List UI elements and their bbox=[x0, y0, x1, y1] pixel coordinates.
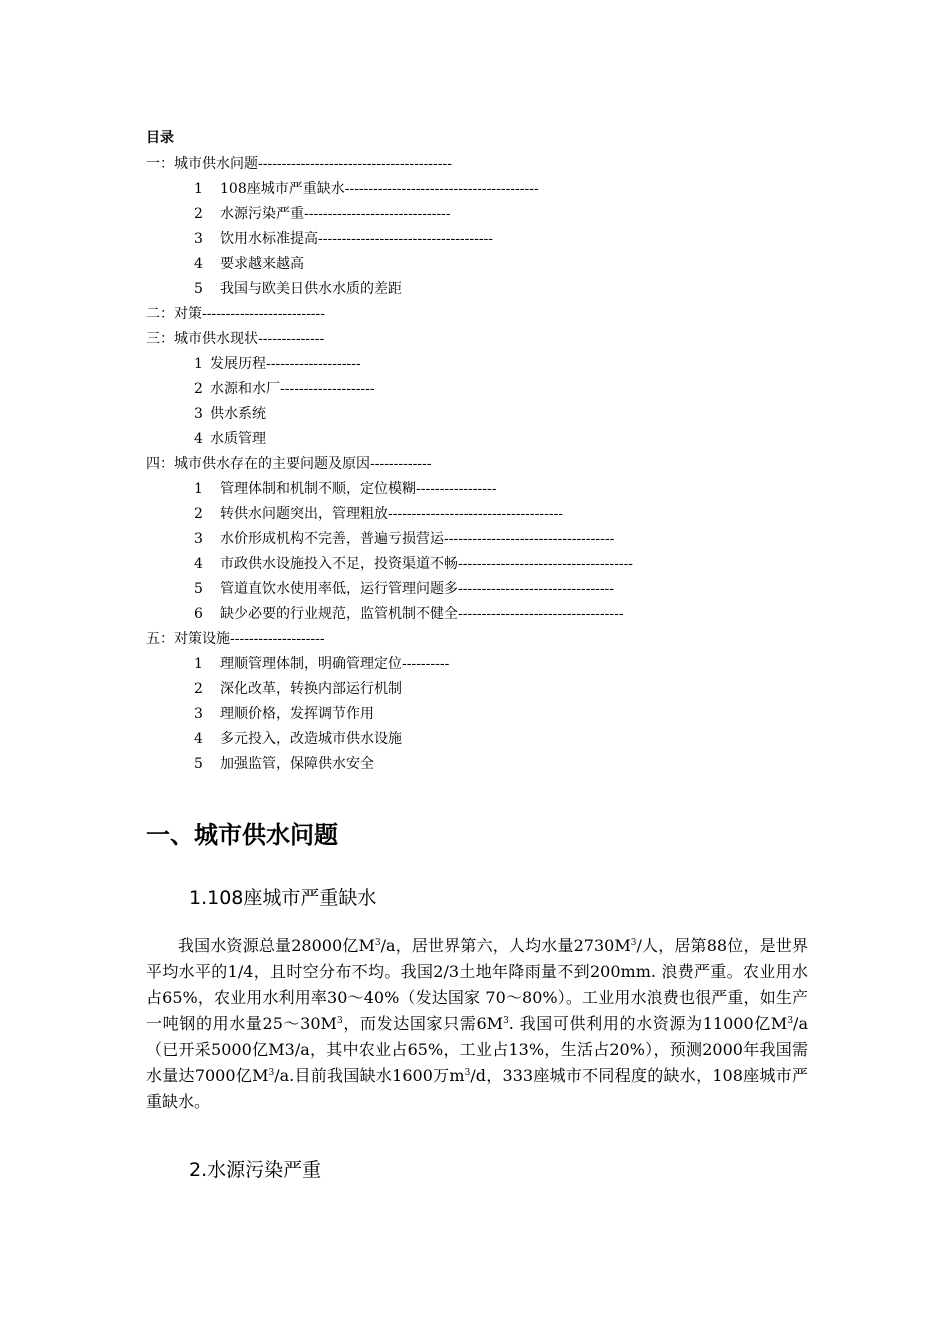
toc-entry-text: 四：城市供水存在的主要问题及原因 bbox=[146, 456, 370, 472]
toc-entry-text: 饮用水标准提高 bbox=[220, 231, 318, 247]
toc-entry[interactable] bbox=[146, 452, 826, 477]
toc-entry-number: 5 bbox=[194, 281, 203, 297]
toc-entry-text: 管道直饮水使用率低，运行管理问题多 bbox=[220, 581, 458, 597]
toc-leader: ----------------- bbox=[416, 481, 497, 497]
toc-entry[interactable] bbox=[146, 252, 826, 277]
toc-entry[interactable] bbox=[146, 652, 826, 677]
toc-entry[interactable] bbox=[146, 177, 826, 202]
toc-leader: ------------------------------- bbox=[304, 206, 451, 222]
toc-entry-number: 1 bbox=[194, 481, 203, 497]
toc-entry[interactable] bbox=[146, 727, 826, 752]
toc-entry-number: 3 bbox=[194, 531, 203, 547]
toc-entry-number: 1 bbox=[194, 356, 203, 372]
toc-entry-text: 深化改革，转换内部运行机制 bbox=[220, 681, 402, 697]
toc-entry-text: 水价形成机构不完善，普遍亏损营运 bbox=[220, 531, 444, 547]
toc-entry-text: 转供水问题突出，管理粗放 bbox=[220, 506, 388, 522]
toc-entry-text: 我国与欧美日供水水质的差距 bbox=[220, 281, 402, 297]
toc-entry-number: 3 bbox=[194, 406, 203, 422]
toc-entry-text: 水源污染严重 bbox=[220, 206, 304, 222]
toc-entry-number: 3 bbox=[194, 231, 203, 247]
toc-entry[interactable] bbox=[146, 677, 826, 702]
toc-entry-text: 发展历程 bbox=[210, 356, 266, 372]
toc-entry-text: 市政供水设施投入不足，投资渠道不畅 bbox=[220, 556, 458, 572]
toc-entry[interactable] bbox=[146, 327, 826, 352]
toc-entry[interactable] bbox=[146, 427, 826, 452]
toc-entry[interactable] bbox=[146, 202, 826, 227]
toc-entry[interactable] bbox=[146, 552, 826, 577]
toc-entry-number: 4 bbox=[194, 431, 203, 447]
toc-leader: -------------- bbox=[258, 331, 325, 347]
toc-entry[interactable] bbox=[146, 302, 826, 327]
toc-entry[interactable] bbox=[146, 602, 826, 627]
toc-title: 目录 bbox=[146, 130, 174, 146]
toc-entry-number: 4 bbox=[194, 731, 203, 747]
toc-entry-number: 4 bbox=[194, 256, 203, 272]
toc-leader: ----------------------------------- bbox=[458, 606, 624, 622]
toc-leader: ----------------------------------------- bbox=[258, 156, 452, 172]
toc-entry-number: 1 bbox=[194, 656, 203, 672]
toc-leader: ----------------------------------------- bbox=[344, 181, 539, 197]
toc-leader: -------------------- bbox=[280, 381, 375, 397]
toc-entry-text: 一：城市供水问题 bbox=[146, 156, 258, 172]
toc-leader: ---------- bbox=[402, 656, 450, 672]
toc-entry-text: 理顺价格，发挥调节作用 bbox=[220, 706, 374, 722]
toc-leader: ------------------------------------- bbox=[388, 506, 564, 522]
toc-entry-number: 2 bbox=[194, 381, 203, 397]
toc-leader: -------------------------- bbox=[202, 306, 325, 322]
toc-entry-text: 管理体制和机制不顺，定位模糊 bbox=[220, 481, 416, 497]
toc-leader: --------------------------------- bbox=[458, 581, 615, 597]
toc-entry-number: 3 bbox=[194, 706, 203, 722]
toc-entry[interactable] bbox=[146, 377, 826, 402]
toc-entry-number: 4 bbox=[194, 556, 203, 572]
toc-entry-text: 供水系统 bbox=[210, 406, 266, 422]
toc-entry[interactable] bbox=[146, 402, 826, 427]
toc-entry[interactable] bbox=[146, 577, 826, 602]
toc-entry-text: 多元投入，改造城市供水设施 bbox=[220, 731, 402, 747]
toc-leader: ------------------------------------- bbox=[318, 231, 494, 247]
toc-leader: ------------- bbox=[370, 456, 432, 472]
section-heading: 一、城市供水问题 bbox=[146, 821, 338, 849]
toc-entry-text: 水源和水厂 bbox=[210, 381, 280, 397]
toc-entry-number: 6 bbox=[194, 606, 203, 622]
toc-entry-text: 五：对策设施 bbox=[146, 631, 230, 647]
toc-entry[interactable] bbox=[146, 152, 826, 177]
toc-entry-number: 5 bbox=[194, 581, 203, 597]
toc-entry-text: 要求越来越高 bbox=[220, 256, 304, 272]
toc-entry-text: 水质管理 bbox=[210, 431, 266, 447]
toc-leader: ------------------------------------- bbox=[458, 556, 634, 572]
toc-leader: ------------------------------------ bbox=[444, 531, 615, 547]
toc-entry-number: 5 bbox=[194, 756, 203, 772]
table-of-contents bbox=[146, 152, 826, 777]
toc-entry[interactable] bbox=[146, 352, 826, 377]
toc-entry[interactable] bbox=[146, 277, 826, 302]
toc-entry[interactable] bbox=[146, 502, 826, 527]
toc-entry-text: 三：城市供水现状 bbox=[146, 331, 258, 347]
toc-entry-text: 二：对策 bbox=[146, 306, 202, 322]
subsection-heading: 2.水源污染严重 bbox=[189, 1159, 322, 1181]
toc-entry[interactable] bbox=[146, 752, 826, 777]
toc-entry-text: 缺少必要的行业规范，监管机制不健全 bbox=[220, 606, 458, 622]
subsection-heading: 1.108座城市严重缺水 bbox=[189, 887, 377, 909]
toc-entry[interactable] bbox=[146, 477, 826, 502]
toc-entry-number: 2 bbox=[194, 681, 203, 697]
toc-entry-text: 108座城市严重缺水 bbox=[220, 181, 345, 197]
toc-entry[interactable] bbox=[146, 227, 826, 252]
toc-entry[interactable] bbox=[146, 702, 826, 727]
toc-entry-text: 理顺管理体制，明确管理定位 bbox=[220, 656, 402, 672]
toc-entry[interactable] bbox=[146, 627, 826, 652]
body-paragraph: 我国水资源总量28000亿$M^3/a$，居世界第六，人均水量$2730M^3/$人，居第88位，是世界平均水平的1/4，且时空分布不均。我国2/3土地年降雨量不到200mm. 浪费严重。农业用水占65%，农业用水利用率30～40%（发达国家 70～80%）。工业用水浪费也很严重，如生产一吨钢的用水量$25\sim 30M^3$，而发达国家只需$6M^3$. 我国可供利用的水资源为11000亿$M^3/a$（已开采5000亿M3/a，其中农业占65%，工业占13%，生活占20%），预测2000年我国需水量达7000亿$M^3/a$.目前我国缺水1600万$m^3/d$，333座城市不同程度的缺水，108座城市严重缺水。 bbox=[146, 936, 808, 1111]
toc-entry-number: 2 bbox=[194, 506, 203, 522]
toc-entry-number: 2 bbox=[194, 206, 203, 222]
toc-leader: -------------------- bbox=[266, 356, 361, 372]
toc-entry[interactable] bbox=[146, 527, 826, 552]
toc-entry-number: 1 bbox=[194, 181, 203, 197]
toc-leader: -------------------- bbox=[230, 631, 325, 647]
toc-entry-text: 加强监管，保障供水安全 bbox=[220, 756, 374, 772]
